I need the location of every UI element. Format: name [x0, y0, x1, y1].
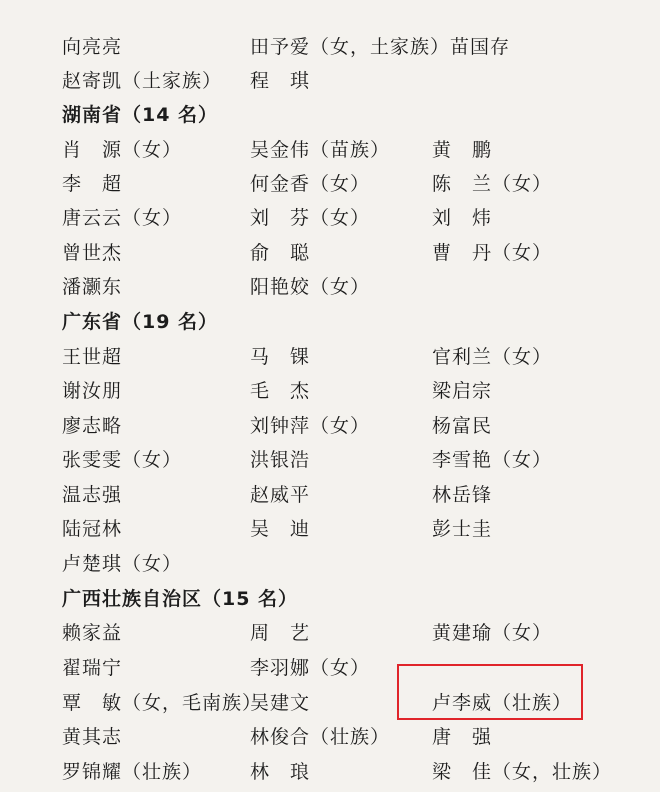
name-row: [0, 64, 660, 98]
name-entry: 梁 佳（女，壮族）: [432, 761, 613, 783]
name-entry: 张雯雯（女）: [62, 449, 183, 471]
name-entry: 谢汝朋: [62, 380, 123, 402]
name-entry: 赖家益: [62, 622, 123, 644]
name-entry: 向亮亮: [62, 36, 123, 58]
name-entry: 田予爱（女，土家族）苗国存: [250, 36, 511, 58]
name-entry: 黄其志: [62, 726, 123, 748]
name-entry: 曾世杰: [62, 242, 123, 264]
name-row: [0, 167, 660, 201]
name-entry: 刘 炜: [432, 207, 493, 229]
name-entry: 翟瑞宁: [62, 657, 123, 679]
name-entry: 吴建文: [250, 692, 311, 714]
name-row: [0, 755, 660, 789]
name-row: [0, 443, 660, 477]
name-entry: 黄建瑜（女）: [432, 622, 553, 644]
name-row: [0, 340, 660, 374]
name-entry: 梁启宗: [432, 380, 493, 402]
name-entry: 唐云云（女）: [62, 207, 183, 229]
name-entry: 俞 聪: [250, 242, 311, 264]
name-row: [0, 547, 660, 581]
name-entry: 毛 杰: [250, 380, 311, 402]
name-entry: 黄 鹏: [432, 139, 493, 161]
name-row: [0, 270, 660, 304]
name-entry: 官利兰（女）: [432, 346, 553, 368]
name-entry: 王世超: [62, 346, 123, 368]
name-entry: 吴金伟（苗族）: [250, 139, 391, 161]
name-entry: 周 艺: [250, 622, 311, 644]
name-entry: 潘灏东: [62, 276, 123, 298]
name-row: [0, 478, 660, 512]
red-highlight-box: [397, 664, 583, 720]
name-entry: 唐 强: [432, 726, 493, 748]
name-entry: 刘 芬（女）: [250, 207, 371, 229]
name-entry: 覃 敏（女，毛南族）: [62, 692, 263, 714]
name-row: [0, 236, 660, 270]
name-entry: 林 琅: [250, 761, 311, 783]
name-row: [0, 133, 660, 167]
name-row: [0, 30, 660, 64]
name-entry: 肖 源（女）: [62, 139, 183, 161]
name-entry: 刘钟萍（女）: [250, 415, 371, 437]
name-entry: 李 超: [62, 173, 123, 195]
name-entry: 廖志略: [62, 415, 123, 437]
section-heading: 湖南省（14 名）: [62, 104, 219, 126]
name-entry: 杨富民: [432, 415, 493, 437]
name-entry: 吴 迪: [250, 518, 311, 540]
name-row: [0, 374, 660, 408]
name-row: [0, 201, 660, 235]
name-row: [0, 512, 660, 546]
name-entry: 程 琪: [250, 70, 311, 92]
name-entry: 林岳锋: [432, 484, 493, 506]
name-entry: 李羽娜（女）: [250, 657, 371, 679]
name-entry: 陆冠林: [62, 518, 123, 540]
name-entry: 林俊合（壮族）: [250, 726, 391, 748]
name-entry: 马 锞: [250, 346, 311, 368]
name-entry: 陈 兰（女）: [432, 173, 553, 195]
name-entry: 彭士圭: [432, 518, 493, 540]
section-heading: 广东省（19 名）: [62, 311, 219, 333]
name-entry: 李雪艳（女）: [432, 449, 553, 471]
name-entry: 温志强: [62, 484, 123, 506]
section-heading: 广西壮族自治区（15 名）: [62, 588, 299, 610]
name-entry: 卢李威（壮族）: [432, 692, 573, 714]
name-entry: 洪银浩: [250, 449, 311, 471]
name-entry: 赵威平: [250, 484, 311, 506]
name-row: [0, 720, 660, 754]
name-entry: 阳艳姣（女）: [250, 276, 371, 298]
name-entry: 曹 丹（女）: [432, 242, 553, 264]
name-entry: 赵寄凯（土家族）: [62, 70, 223, 92]
name-row: [0, 409, 660, 443]
name-row: [0, 616, 660, 650]
name-entry: 何金香（女）: [250, 173, 371, 195]
name-entry: 罗锦耀（壮族）: [62, 761, 203, 783]
name-entry: 卢楚琪（女）: [62, 553, 183, 575]
